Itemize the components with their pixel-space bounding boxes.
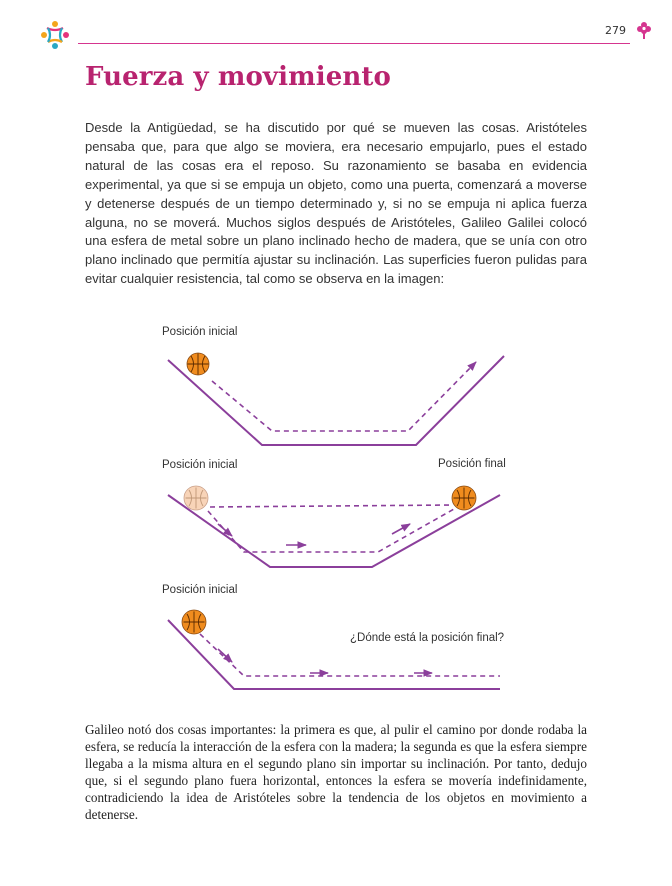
panel-2-ball-end (452, 486, 476, 510)
page-number: 279 (605, 24, 626, 37)
panel-3-ball (182, 610, 206, 634)
panel-1 (168, 353, 504, 445)
intro-paragraph: Desde la Antigüedad, se ha discutido por qué se mueven las cosas. Aristóteles pensaba que, para que algo se moviera, era necesario empujarlo, pues el estado natural de las cosas era el reposo. Su razonamiento se basaba en evidencia experimental, ya que si se empuja un objeto, como una puerta, comenzará a moverse y detenerse después de un tiempo determinado y, si no se empuja ni aplica fuerza alguna, no se moverá. Muchos siglos después de Aristóteles, Galileo Galilei colocó una esfera de metal sobre un plano inclinado hecho de madera, que se unía con otro plano inclinado que permitía ajustar su inclinación. Las superficies fueron pulidas para evitar cualquier resistencia, tal como se observa en la imagen: (85, 120, 587, 287)
flower-ornament-icon (636, 21, 652, 39)
conclusion-paragraph: Galileo notó dos cosas importantes: la primera es que, al pulir el camino por donde rodaba la esfera, se reducía la interacción de la esfera con la madera; la segunda es que la esfera siempre llegaba a la misma altura en el segundo plano sin importar su inclinación. Por tanto, dedujo que, si el segundo plano fuera horizontal, entonces la esfera se movería indefinidamente, contradiciendo la idea de Aristóteles sobre la tendencia de los objetos en movimiento a detenerse. (85, 722, 587, 823)
header-rule (78, 43, 630, 44)
inclined-planes-figure (0, 318, 672, 698)
panel-3-start-label: Posición inicial (162, 584, 238, 596)
panel-2-end-label: Posición final (438, 458, 506, 470)
panel-2-start-label: Posición inicial (162, 459, 238, 471)
panel-2-track (168, 495, 500, 567)
panel-2-height-line (210, 505, 452, 507)
panel-3-track (168, 620, 500, 689)
panel-2-ball-start (184, 486, 208, 510)
page-title: Fuerza y movimiento (85, 62, 391, 92)
panel-2-path (208, 509, 454, 552)
panel-1-ball (187, 353, 209, 375)
panel-1-track (168, 356, 504, 445)
inclined-planes-diagram (0, 318, 672, 698)
panel-1-path (212, 362, 476, 431)
panel-2 (168, 486, 500, 567)
panel-3-arrow-down (218, 649, 232, 662)
panel-2-arrow-up (392, 524, 410, 534)
panel-1-start-label: Posición inicial (162, 326, 238, 338)
panel-3-question: ¿Dónde está la posición final? (350, 632, 505, 644)
publisher-logo-icon (40, 20, 70, 50)
panel-3 (168, 610, 500, 689)
